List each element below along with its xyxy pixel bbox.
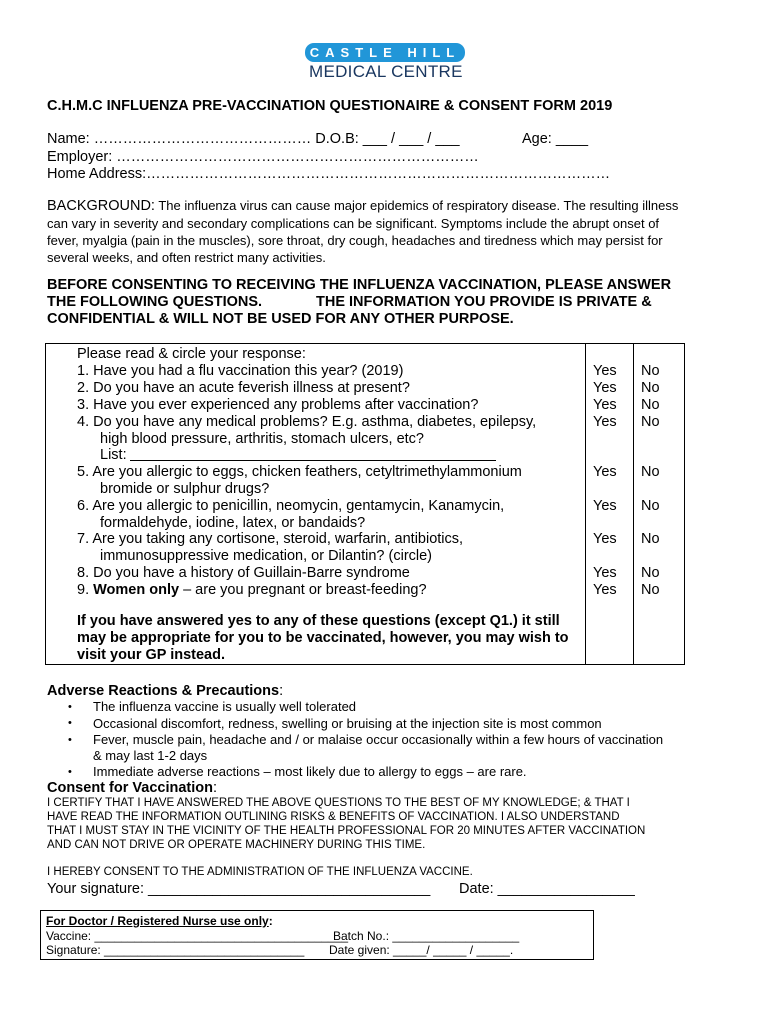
q2-yes[interactable]: Yes: [593, 380, 617, 396]
background-line-2: can vary in severity and secondary complications can be significant. Symptoms include the abrupt onset of: [47, 216, 660, 231]
q8-no[interactable]: No: [641, 565, 660, 581]
question-5-cont: bromide or sulphur drugs?: [100, 481, 270, 497]
q4-yes[interactable]: Yes: [593, 414, 617, 430]
doctor-signature-field[interactable]: Signature: ______________________________: [46, 943, 305, 957]
signature-field[interactable]: Your signature: ___________________________________: [47, 881, 431, 897]
q3-no[interactable]: No: [641, 397, 660, 413]
consent-heading-colon: :: [212, 780, 218, 796]
question-9-text: – are you pregnant or breast-feeding?: [179, 582, 427, 598]
q2-no[interactable]: No: [641, 380, 660, 396]
consent-heading-text: Consent for Vaccination: [47, 780, 213, 796]
logo-medical-centre: MEDICAL CENTRE: [309, 62, 463, 81]
consent-statement: I HEREBY CONSENT TO THE ADMINISTRATION OF THE INFLUENZA VACCINE.: [47, 866, 473, 878]
table-divider-no: [633, 343, 634, 664]
doctor-heading-text: For Doctor / Registered Nurse use only: [46, 914, 269, 928]
notice-line-3: CONFIDENTIAL & WILL NOT BE USED FOR ANY OTHER PURPOSE.: [47, 311, 514, 327]
bullet-2-dot: •: [68, 717, 72, 729]
q5-yes[interactable]: Yes: [593, 464, 617, 480]
question-9-women-only: Women only: [93, 582, 180, 598]
q7-no[interactable]: No: [641, 531, 660, 547]
home-address-field[interactable]: Home Address:……………………………………………………………………………………: [47, 166, 611, 182]
date-given-field[interactable]: Date given: _____/ _____ / _____.: [329, 943, 514, 957]
question-1: 1. Have you had a flu vaccination this year? (2019): [77, 363, 404, 379]
notice-line-1: BEFORE CONSENTING TO RECEIVING THE INFLUENZA VACCINATION, PLEASE ANSWER: [47, 277, 672, 293]
question-7: 7. Are you taking any cortisone, steroid, warfarin, antibiotics,: [77, 531, 464, 547]
questions-intro: Please read & circle your response:: [77, 346, 306, 362]
background-line-3: fever, myalgia (pain in the muscles), sore throat, dry cough, headaches and tiredness which may persist for: [47, 233, 663, 248]
question-4-list-line[interactable]: [130, 460, 496, 461]
q7-yes[interactable]: Yes: [593, 531, 617, 547]
question-8: 8. Do you have a history of Guillain-Barre syndrome: [77, 565, 410, 581]
question-9-number: 9.: [77, 582, 94, 598]
q9-no[interactable]: No: [641, 582, 660, 598]
adverse-bullet-4: Immediate adverse reactions – most likely due to allergy to eggs – are rare.: [93, 764, 527, 779]
form-title: C.H.M.C INFLUENZA PRE-VACCINATION QUESTIONAIRE & CONSENT FORM 2019: [47, 98, 613, 114]
yes-answer-warning: If you have answered yes to any of these questions (except Q1.) it still may be appropriate for you to be vaccinated, however, you may wish to visit your GP instead.: [77, 613, 569, 663]
logo-castle-hill: CASTLE HILL: [305, 43, 465, 62]
background-lead: BACKGROUND:: [47, 198, 155, 214]
question-3: 3. Have you ever experienced any problems after vaccination?: [77, 397, 479, 413]
adverse-bullet-3: Fever, muscle pain, headache and / or malaise occur occasionally within a few hours of vaccination: [93, 732, 664, 747]
question-6: 6. Are you allergic to penicillin, neomycin, gentamycin, Kanamycin,: [77, 498, 505, 514]
doctor-heading-colon: :: [268, 914, 273, 928]
q4-no[interactable]: No: [641, 414, 660, 430]
date-field[interactable]: Date: _________________: [459, 881, 635, 897]
question-5: 5. Are you allergic to eggs, chicken feathers, cetyltrimethylammonium: [77, 464, 522, 480]
question-4: 4. Do you have any medical problems? E.g. asthma, diabetes, epilepsy,: [77, 414, 537, 430]
background-line-4: several weeks, and often restrict many activities.: [47, 250, 326, 265]
notice-line-2b: THE INFORMATION YOU PROVIDE IS PRIVATE &: [316, 294, 652, 310]
question-4-list-label: List:: [100, 447, 127, 463]
bullet-1-dot: •: [68, 701, 72, 713]
q6-no[interactable]: No: [641, 498, 660, 514]
q5-no[interactable]: No: [641, 464, 660, 480]
consent-line-2: HAVE READ THE INFORMATION OUTLINING RISKS & BENEFITS OF VACCINATION. I ALSO UNDERSTAND: [47, 811, 620, 823]
adverse-heading-colon: :: [279, 683, 284, 699]
consent-line-1: I CERTIFY THAT I HAVE ANSWERED THE ABOVE QUESTIONS TO THE BEST OF MY KNOWLEDGE; & THAT I: [47, 797, 630, 809]
doctor-heading: [46, 914, 273, 928]
adverse-heading: [47, 683, 283, 699]
q1-yes[interactable]: Yes: [593, 363, 617, 379]
q1-no[interactable]: No: [641, 363, 660, 379]
employer-field[interactable]: Employer: …………………………………………………………………: [47, 149, 479, 165]
q9-yes[interactable]: Yes: [593, 582, 617, 598]
adverse-bullet-1: The influenza vaccine is usually well tolerated: [93, 699, 357, 714]
question-6-cont: formaldehyde, iodine, latex, or bandaids?: [100, 515, 366, 531]
consent-line-3: THAT I MUST STAY IN THE VICINITY OF THE HEALTH PROFESSIONAL FOR 20 MINUTES AFTER VACCINATION: [47, 825, 646, 837]
notice-line-2a: THE FOLLOWING QUESTIONS.: [47, 294, 263, 310]
adverse-bullet-3-cont: & may last 1-2 days: [93, 748, 208, 763]
consent-heading: [47, 780, 217, 796]
background-line-1: The influenza virus can cause major epidemics of respiratory disease. The resulting illness: [154, 198, 679, 213]
question-4-cont: high blood pressure, arthritis, stomach ulcers, etc?: [100, 431, 424, 447]
adverse-heading-text: Adverse Reactions & Precautions: [47, 683, 280, 699]
consent-line-4: AND CAN NOT DRIVE OR OPERATE MACHINERY DURING THIS TIME.: [47, 839, 426, 851]
question-2: 2. Do you have an acute feverish illness at present?: [77, 380, 410, 396]
batch-number-field[interactable]: Batch No.: ___________________: [333, 929, 520, 943]
age-field[interactable]: Age: ____: [522, 131, 589, 147]
question-9: [77, 582, 427, 598]
q6-yes[interactable]: Yes: [593, 498, 617, 514]
q3-yes[interactable]: Yes: [593, 397, 617, 413]
bullet-4-dot: •: [68, 766, 72, 778]
adverse-bullet-2: Occasional discomfort, redness, swelling or bruising at the injection site is most common: [93, 716, 602, 731]
q8-yes[interactable]: Yes: [593, 565, 617, 581]
name-dob-field[interactable]: Name: ……………………………………… D.O.B: ___ / ___ / ___: [47, 131, 460, 147]
question-7-cont: immunosuppressive medication, or Dilantin? (circle): [100, 548, 433, 564]
bullet-3-dot: •: [68, 734, 72, 746]
vaccine-field[interactable]: Vaccine: ______________________________________: [46, 929, 349, 943]
